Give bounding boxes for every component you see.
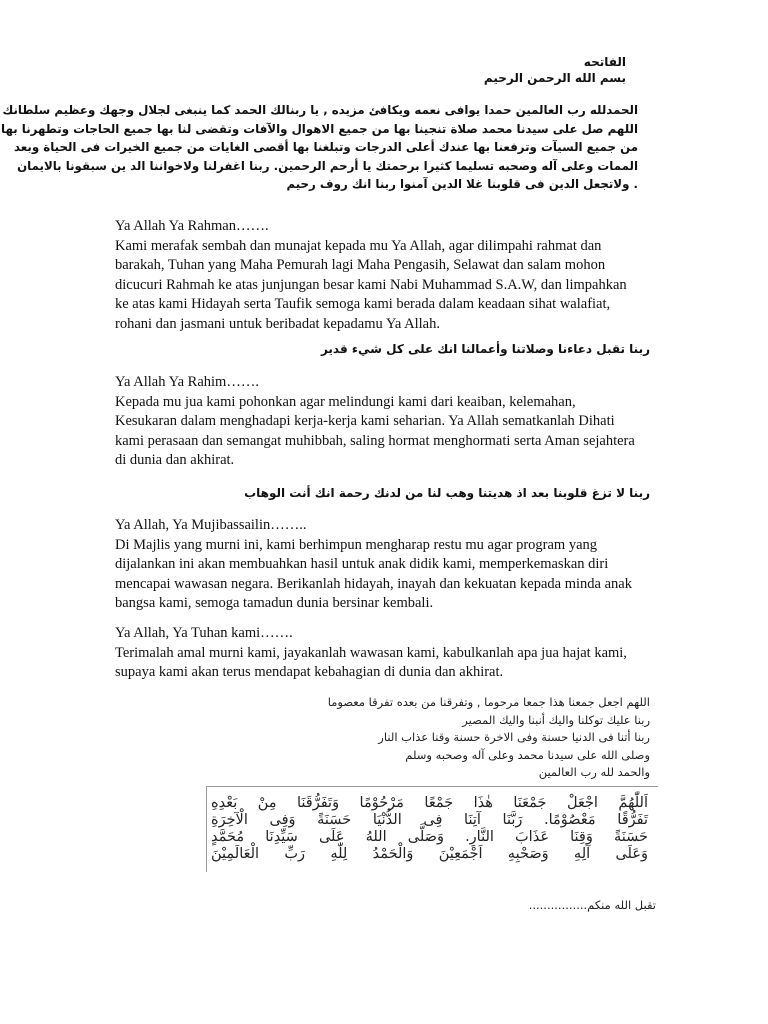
fatiha-heading: الفاتحه bbox=[583, 55, 626, 69]
opening-dua bbox=[1, 101, 638, 194]
section-line: mencapai wawasan negara. Berikanlah hidayah, inayah dan kekuatan kepada minda anak bbox=[115, 575, 632, 592]
opening-dua-line: اللهم صل على سيدنا محمد صلاة تنجينا بها من جميع الاهوال والآفات وتقضى لنا بها جميع الحاجات وتطهرنا بها bbox=[1, 121, 638, 136]
section-line: barakah, Tuhan yang Maha Pemurah lagi Maha Pengasih, Selawat dan salam mohon bbox=[115, 257, 606, 273]
closing-dua-line: وصلى الله على سيدنا محمد وعلى آله وصحبه وسلم bbox=[405, 747, 650, 762]
section-line: Terimalah amal murni kami, jayakanlah wawasan kami, kabulkanlah apa jua hajat kami, bbox=[115, 644, 627, 661]
closing-dua bbox=[230, 694, 650, 782]
section-line: Kepada mu jua kami pohonkan agar melindungi kami dari keaiban, kelemahan, bbox=[115, 393, 576, 410]
calligraphy-box bbox=[206, 786, 658, 872]
section-heading: Ya Allah, Ya Mujibassailin…….. bbox=[115, 517, 307, 533]
closing-dua-line: ربنا أتنا فى الدنيا حسنة وفى الاخرة حسنة وقنا عذاب النار bbox=[378, 730, 650, 744]
basmala: بسم الله الرحمن الرحيم bbox=[483, 71, 626, 85]
section-line: dicucuri Rahmah ke atas junjungan besar kami Nabi Muhammad S.A.W, dan limpahkan bbox=[115, 276, 627, 293]
section-line: Di Majlis yang murni ini, kami berhimpun mengharap restu mu agar program yang bbox=[115, 536, 598, 553]
section-heading: Ya Allah Ya Rahman……. bbox=[115, 218, 269, 234]
section-line: rohani dan jasmani untuk beribadat kepadamu Ya Allah. bbox=[115, 315, 440, 332]
section-heading: Ya Allah Ya Rahim……. bbox=[115, 374, 259, 390]
section-line: di dunia dan akhirat. bbox=[115, 452, 235, 468]
section-line: dijalankan ini akan membuahkan hasil untuk anak didik kami, memperkemaskan diri bbox=[115, 556, 609, 572]
calligraphy-line: وَعَلَى آلِهِ وَصَحْبِهِ اَجْمَعِيْنَ وَالْحَمْدُ لِلّٰهِ رَبِّ الْعَالَمِيْنَ bbox=[211, 846, 648, 862]
closing-dua-line: ربنا عليك توكلنا واليك أنبنا واليك المصير bbox=[462, 712, 650, 727]
section-line: Kami merafak sembah dan munajat kepada mu Ya Allah, agar dilimpahi rahmat dan bbox=[115, 237, 602, 254]
section-line: kami perasaan dan semangat muhibbah, saling hormat menghormati serta Aman sejahtera bbox=[115, 432, 635, 449]
closing-dua-line: اللهم اجعل جمعنا هذا جمعا مرحوما , وتفرقنا من بعده تفرقا معصوما bbox=[327, 695, 650, 709]
calligraphy-line: اَللّٰهُمَّ اجْعَلْ جَمْعَنَا هٰذَا جَمْعًا مَرْحُوْمًا وَتَفَرُّقَنَا مِنْ بَعْدِهِ bbox=[211, 795, 648, 811]
calligraphy-line: حَسَنَةً وَقِنَا عَذَابَ النَّارِ. وَصَلَّى اللهُ عَلَى سَيِّدِنَا مُحَمَّدٍ bbox=[211, 829, 648, 845]
opening-dua-line: من جميع السيآت وترفعنا بها عندك أعلى الدرجات وتبلغنا بها أقصى الغايات من جميع الخيرات فى الحياة وبعد bbox=[13, 140, 638, 154]
section-line: bangsa kami, semoga tamadun dunia bersinar kembali. bbox=[115, 595, 434, 611]
section-tuhan-kami bbox=[115, 624, 655, 683]
closing-dua-line: والحمد لله رب العالمين bbox=[538, 765, 650, 779]
calligraphy-line: تَفَرُّقًا مَعْصُوْمًا. رَبَّنَا آتِنَا فِى الدُّنْيَا حَسَنَةً وَفِى الْآخِرَةِ bbox=[211, 812, 648, 828]
section-rahman-dua: ربنا تقبل دعاءنا وصلاتنا وأعمالنا انك على كل شيء قدير bbox=[320, 342, 650, 356]
section-rahim bbox=[115, 373, 655, 471]
section-rahim-dua: ربنا لا تزغ قلوبنا بعد اذ هديتنا وهب لنا من لدنك رحمة انك أنت الوهاب bbox=[244, 486, 650, 500]
opening-dua-line: الممات وعلى آله وصحبه تسليما كثيرا برحمتك يا أرحم الرحمين. ربنا اغفرلنا ولاخواننا الد ين سبقونا بالايمان bbox=[17, 158, 638, 173]
section-mujibassailin bbox=[115, 516, 655, 614]
footer-closing: تقبل الله منكم................ bbox=[528, 898, 656, 912]
opening-dua-line: . ولاتجعل الدين فى قلوبنا غلا الدين آمنوا ربنا انك روف رحيم bbox=[286, 177, 638, 191]
section-line: ke atas kami Hidayah serta Taufik semoga kami berada dalam keadaan sihat walafiat, bbox=[115, 296, 611, 312]
section-line: supaya kami akan terus mendapat kebahagian di dunia dan akhirat. bbox=[115, 664, 504, 680]
section-line: Kesukaran dalam menghadapi kerja-kerja kami seharian. Ya Allah sematkanlah Dihati bbox=[115, 413, 615, 429]
section-rahman bbox=[115, 217, 655, 334]
section-heading: Ya Allah, Ya Tuhan kami……. bbox=[115, 625, 293, 641]
opening-dua-line: الحمدلله رب العالمين حمدا يوافى نعمه ويكافئ مزيده , يا ربنالك الحمد كما ينبغى لجلال وجهك وعظيم سلطانك bbox=[2, 103, 638, 117]
